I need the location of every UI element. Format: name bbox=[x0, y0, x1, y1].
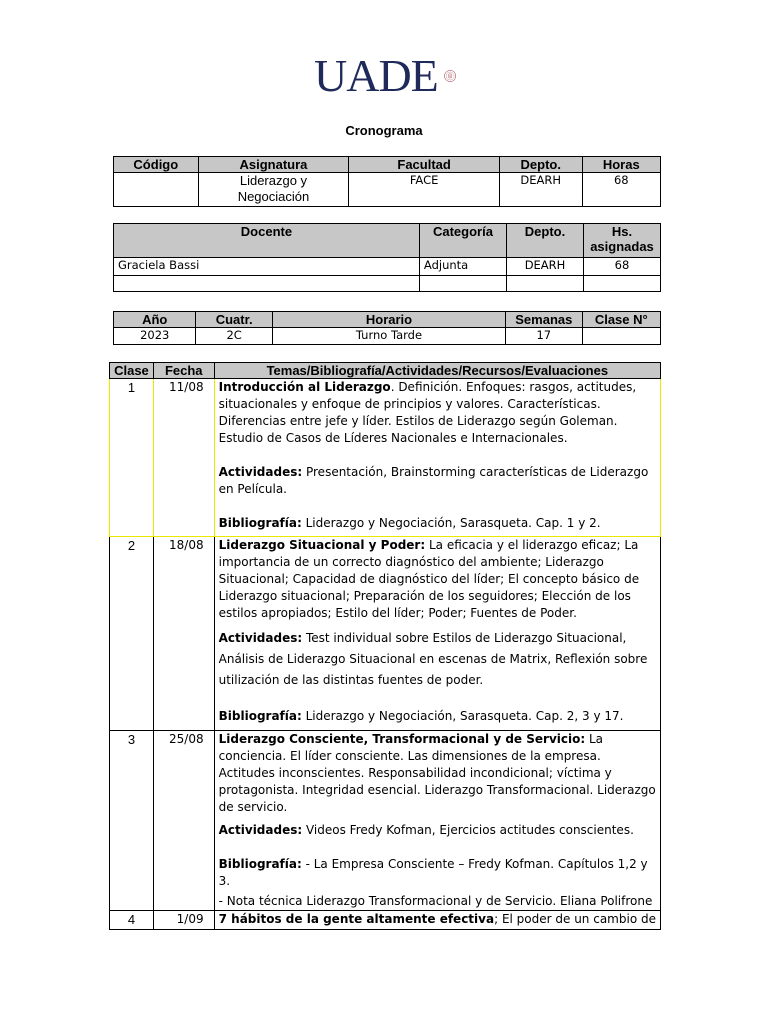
bibliography-label: Bibliografía: bbox=[218, 516, 302, 530]
document-title: Cronograma bbox=[345, 123, 423, 138]
cell-categoria: Adjunta bbox=[419, 258, 506, 276]
table-row bbox=[110, 537, 661, 731]
table-header-row bbox=[114, 224, 661, 258]
cell-facultad: FACE bbox=[349, 173, 500, 207]
header-asignatura: Asignatura bbox=[198, 157, 349, 173]
university-seal-icon bbox=[444, 50, 456, 102]
cell-empty bbox=[114, 276, 420, 292]
table-row bbox=[110, 731, 661, 911]
cell-fecha: 18/08 bbox=[153, 537, 214, 731]
activities-label: Actividades: bbox=[218, 823, 303, 837]
cell-asignatura: Liderazgo y Negociación bbox=[198, 173, 349, 207]
cell-horario: Turno Tarde bbox=[272, 328, 505, 345]
cell-content bbox=[214, 731, 660, 911]
header-semanas: Semanas bbox=[506, 312, 582, 328]
cell-empty bbox=[419, 276, 506, 292]
teacher-table bbox=[113, 223, 661, 292]
topic-text: . Definición. Enfoques: rasgos, actitudes, situacionales y enfoque de principios y valores. Características. Diferencias entre jefe y líder. Estilos de Liderazgo según Goleman. Estudio de Casos de Líderes Nacionales e Internacionales. bbox=[218, 380, 637, 445]
header-codigo: Código bbox=[114, 157, 199, 173]
header-facultad: Facultad bbox=[349, 157, 500, 173]
activities-text: Presentación, Brainstorming características de Liderazgo en Película. bbox=[218, 465, 649, 496]
cell-clase-num: 2 bbox=[110, 537, 154, 731]
header-categoria: Categoría bbox=[419, 224, 506, 258]
cell-horas: 68 bbox=[582, 173, 660, 207]
cell-fecha: 25/08 bbox=[153, 731, 214, 911]
table-header-row bbox=[110, 363, 661, 379]
header-anio: Año bbox=[114, 312, 196, 328]
bibliography-text: - La Empresa Consciente – Fredy Kofman. Capítulos 1,2 y 3. bbox=[218, 857, 648, 888]
header-hs-asignadas: Hs. asignadas bbox=[584, 224, 661, 258]
table-header-row bbox=[114, 157, 661, 173]
header-depto: Depto. bbox=[507, 224, 584, 258]
activities-label: Actividades: bbox=[218, 465, 303, 479]
topic-text: La conciencia. El líder consciente. Las dimensiones de la empresa. Actitudes inconscientes. Responsabilidad incondicional; víctima y protagonista. Integridad esencial. Liderazgo Transformacional. Liderazgo de servicio. bbox=[218, 732, 656, 814]
header-temas: Temas/Bibliografía/Actividades/Recursos/Evaluaciones bbox=[214, 363, 660, 379]
cell-clase-num: 3 bbox=[110, 731, 154, 911]
cell-depto: DEARH bbox=[507, 258, 584, 276]
cell-fecha: 11/08 bbox=[153, 379, 214, 537]
activities-text: Videos Fredy Kofman, Ejercicios actitudes conscientes. bbox=[302, 823, 634, 837]
cell-content bbox=[214, 537, 660, 731]
topic-title: Liderazgo Consciente, Transformacional y de Servicio: bbox=[218, 732, 586, 746]
bibliography-text: Liderazgo y Negociación, Sarasqueta. Cap. 2, 3 y 17. bbox=[301, 709, 624, 723]
topic-title: 7 hábitos de la gente altamente efectiva bbox=[218, 912, 495, 926]
bibliography-text-2: - Nota técnica Liderazgo Transformacional y de Servicio. Eliana Polifrone bbox=[218, 894, 653, 908]
cell-semanas: 17 bbox=[506, 328, 582, 345]
cell-empty bbox=[584, 276, 661, 292]
topic-title: Introducción al Liderazgo bbox=[218, 380, 391, 394]
header-cuatr: Cuatr. bbox=[196, 312, 272, 328]
table-row bbox=[114, 276, 661, 292]
table-row bbox=[114, 328, 661, 345]
header-docente: Docente bbox=[114, 224, 420, 258]
cell-clase-num: 4 bbox=[110, 911, 154, 930]
header-depto: Depto. bbox=[499, 157, 582, 173]
table-row bbox=[114, 258, 661, 276]
table-header-row bbox=[114, 312, 661, 328]
header-horario: Horario bbox=[272, 312, 505, 328]
activities-label: Actividades: bbox=[218, 631, 303, 645]
cell-codigo bbox=[114, 173, 199, 207]
topic-text: ; El poder de un cambio de bbox=[494, 912, 656, 926]
cell-content bbox=[214, 911, 660, 930]
bibliography-text: Liderazgo y Negociación, Sarasqueta. Cap. 1 y 2. bbox=[301, 516, 601, 530]
cell-clase-num: 1 bbox=[110, 379, 154, 537]
cell-clase-n bbox=[582, 328, 660, 345]
topic-text: La eficacia y el liderazgo eficaz; La importancia de un correcto diagnóstico del ambiente; Liderazgo Situacional; Capacidad de diagnóstico del líder; El concepto básico de Liderazgo situacional; Preparación de los seguidores; Elección de los estilos apropiados; Estilo del líder; Poder; Fuentes de Poder. bbox=[218, 538, 640, 620]
cell-cuatr: 2C bbox=[196, 328, 272, 345]
table-row bbox=[110, 379, 661, 537]
cell-content bbox=[214, 379, 660, 537]
logo-text: UADE bbox=[314, 50, 438, 101]
classes-table bbox=[109, 362, 661, 930]
table-row bbox=[110, 911, 661, 930]
bibliography-label: Bibliografía: bbox=[218, 857, 302, 871]
uade-logo bbox=[314, 46, 456, 106]
activities-text: Test individual sobre Estilos de Liderazgo Situacional, Análisis de Liderazgo Situacional en escenas de Matrix, Reflexión sobre utilización de las distintas fuentes de poder. bbox=[218, 631, 648, 687]
schedule-table bbox=[113, 311, 661, 345]
header-horas: Horas bbox=[582, 157, 660, 173]
topic-title: Liderazgo Situacional y Poder: bbox=[218, 538, 426, 552]
course-table bbox=[113, 156, 661, 207]
header-clase: Clase bbox=[110, 363, 154, 379]
cell-fecha: 1/09 bbox=[153, 911, 214, 930]
table-row bbox=[114, 173, 661, 207]
cell-hs: 68 bbox=[584, 258, 661, 276]
header-fecha: Fecha bbox=[153, 363, 214, 379]
cell-empty bbox=[507, 276, 584, 292]
cell-anio: 2023 bbox=[114, 328, 196, 345]
cell-depto: DEARH bbox=[499, 173, 582, 207]
header-clase-n: Clase N° bbox=[582, 312, 660, 328]
bibliography-label: Bibliografía: bbox=[218, 709, 302, 723]
cell-docente: Graciela Bassi bbox=[114, 258, 420, 276]
